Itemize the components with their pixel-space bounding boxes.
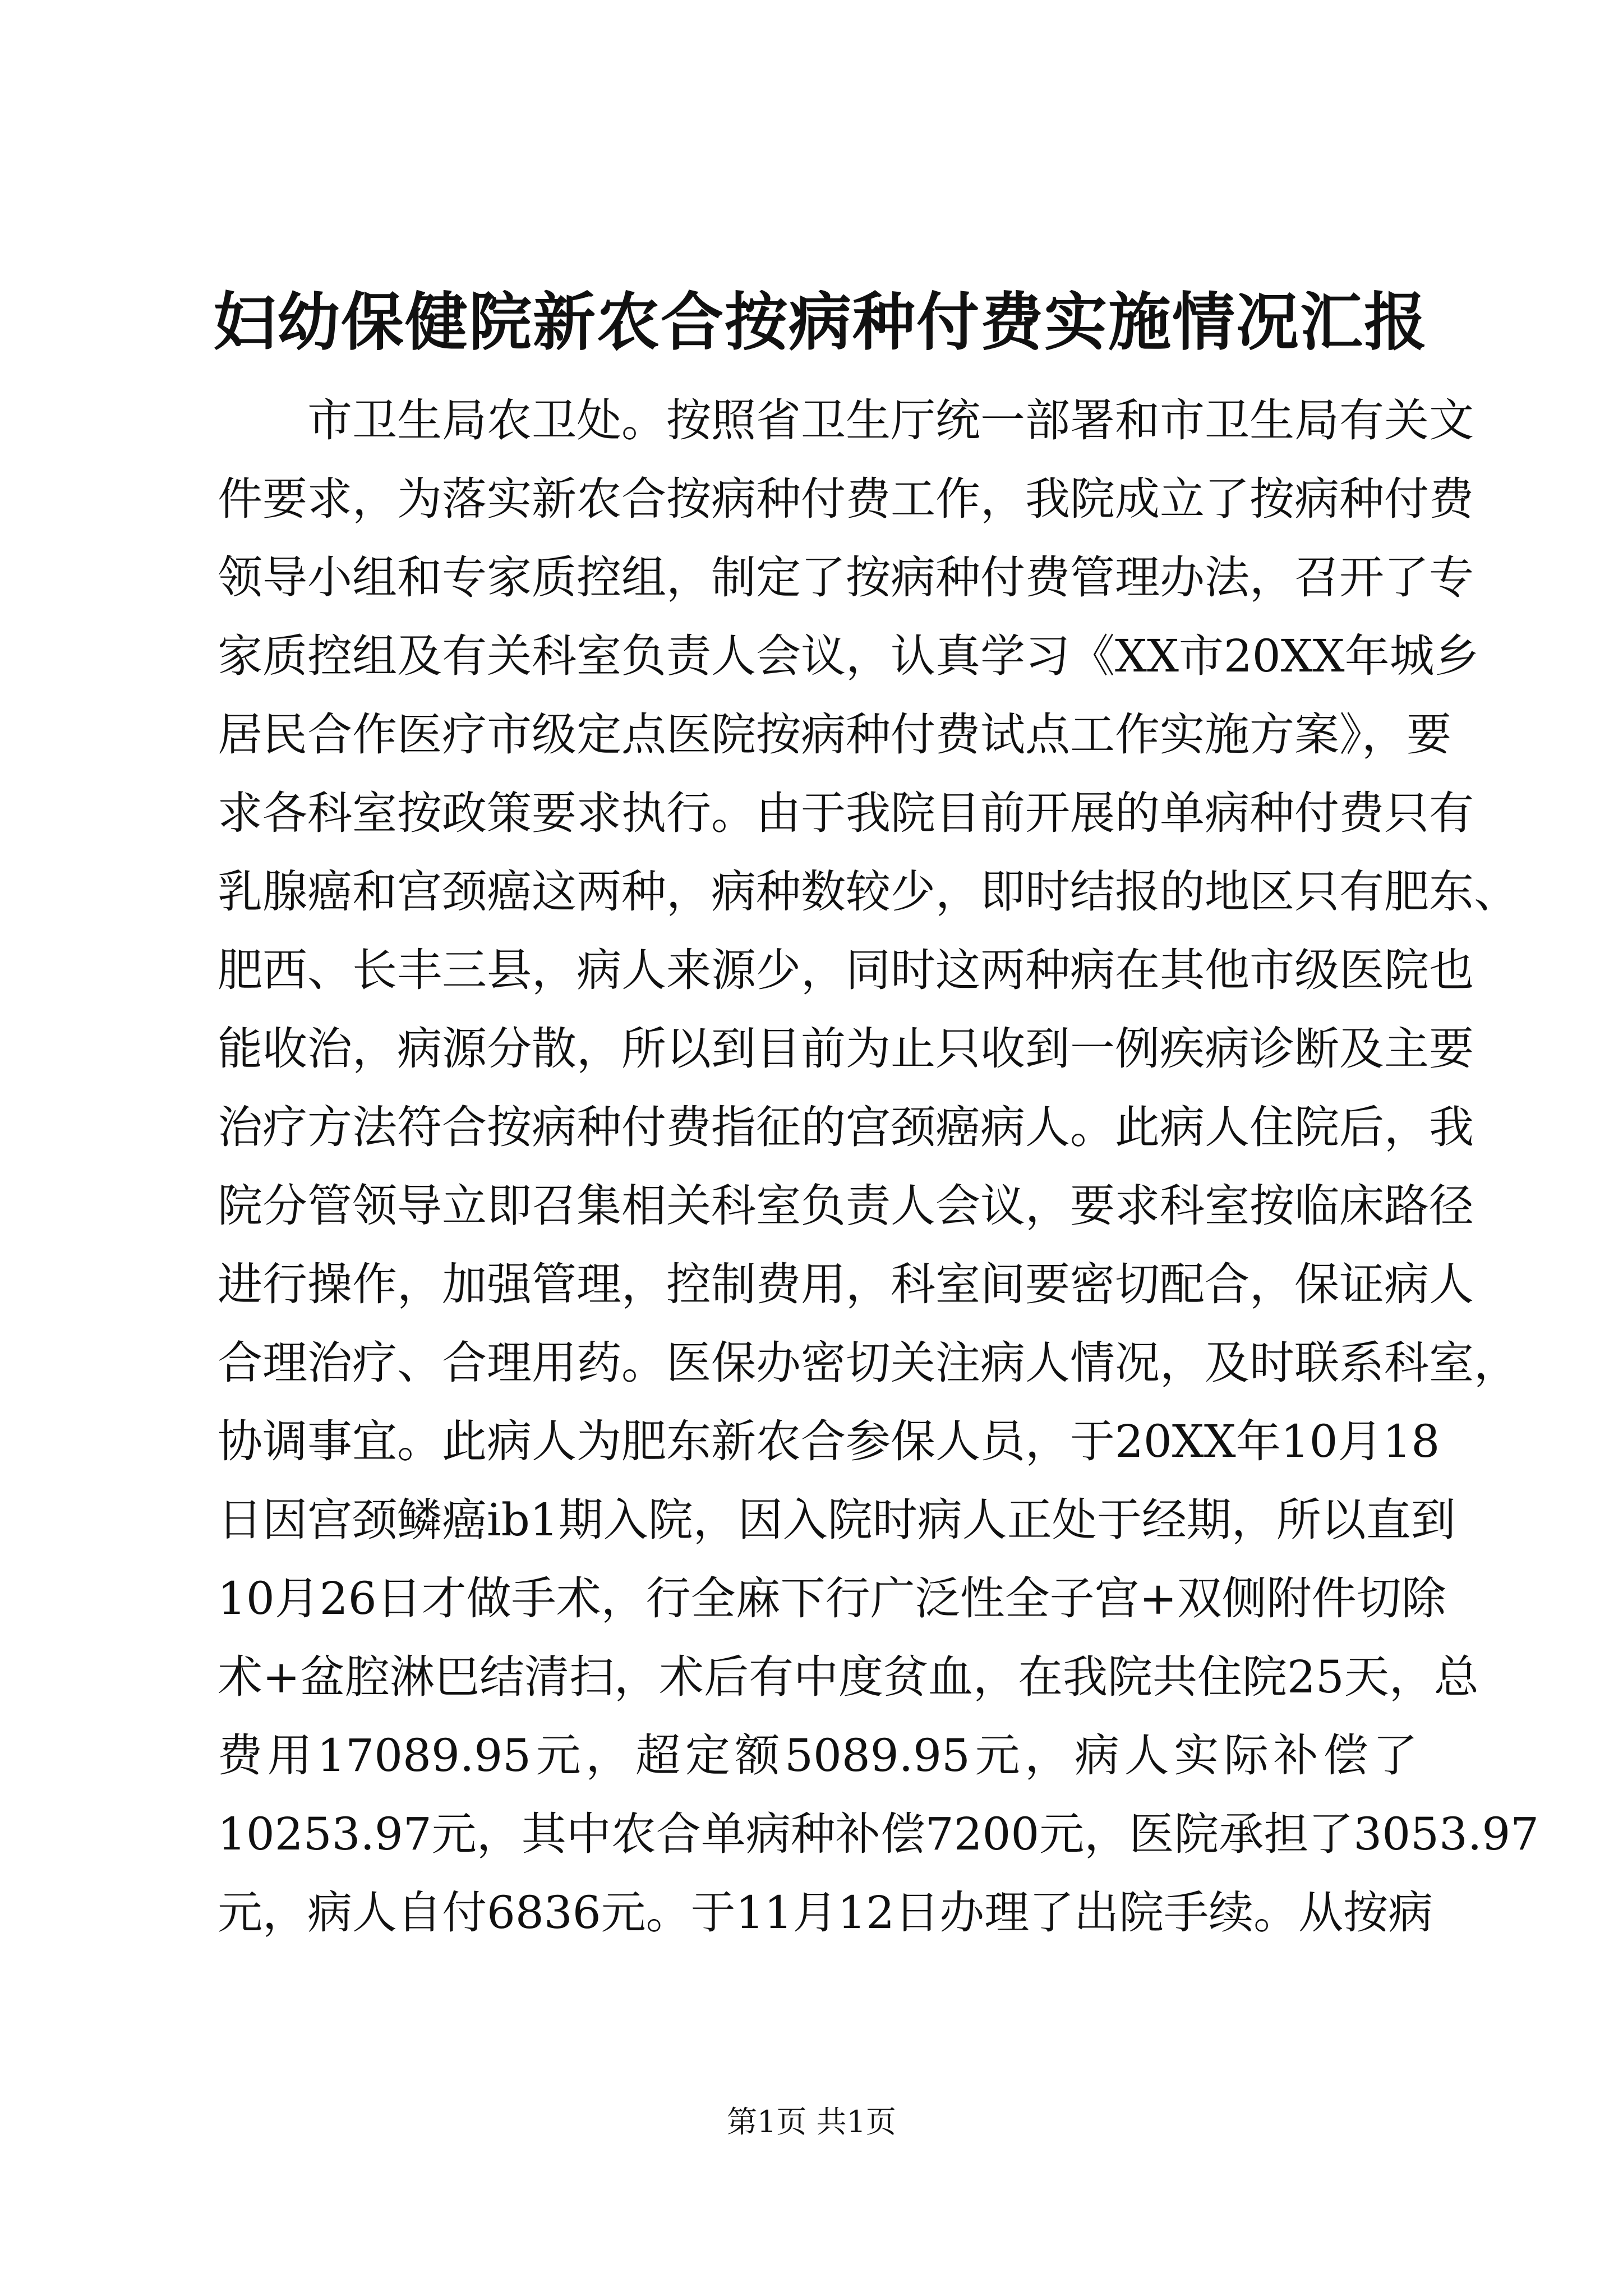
- body-line: 费用17089.95元，超定额5089.95元，病人实际补偿了: [218, 1729, 1418, 1782]
- body-line: 10月26日才做手术，行全麻下行广泛性全子宫+双侧附件切除: [218, 1572, 1446, 1625]
- body-line: 肥西、长丰三县，病人来源少，同时这两种病在其他市级医院也: [218, 944, 1474, 996]
- body-line: 日因宫颈鳞癌ib1期入院，因入院时病人正处于经期，所以直到: [218, 1494, 1456, 1546]
- body-line: 院分管领导立即召集相关科室负责人会议，要求科室按临床路径: [218, 1180, 1474, 1232]
- body-line: 术+盆腔淋巴结清扫，术后有中度贫血，在我院共住院25天，总: [218, 1651, 1479, 1703]
- page-footer: 第1页 共1页: [727, 2104, 896, 2139]
- body-line: 元，病人自付6836元。于11月12日办理了出院手续。从按病: [218, 1887, 1433, 1939]
- body-line: 领导小组和专家质控组，制定了按病种付费管理办法，召开了专: [218, 551, 1474, 604]
- body-line: 10253.97元，其中农合单病种补偿7200元，医院承担了3053.97: [218, 1808, 1539, 1860]
- body-line: 协调事宜。此病人为肥东新农合参保人员，于20XX年10月18: [218, 1415, 1440, 1467]
- body-line: 能收治，病源分散，所以到目前为止只收到一例疾病诊断及主要: [218, 1023, 1474, 1075]
- body-line: 合理治疗、合理用药。医保办密切关注病人情况，及时联系科室，: [218, 1337, 1519, 1389]
- document-body: [218, 381, 1539, 1952]
- body-line: 件要求，为落实新农合按病种付费工作，我院成立了按病种付费: [218, 473, 1474, 525]
- body-line: 家质控组及有关科室负责人会议，认真学习《XX市20XX年城乡: [218, 630, 1479, 682]
- body-line: 居民合作医疗市级定点医院按病种付费试点工作实施方案》，要: [218, 708, 1451, 761]
- body-line: 乳腺癌和宫颈癌这两种，病种数较少，即时结报的地区只有肥东、: [218, 866, 1519, 918]
- body-line: 市卫生局农卫处。按照省卫生厅统一部署和市卫生局有关文: [307, 394, 1474, 447]
- body-line: 进行操作，加强管理，控制费用，科室间要密切配合，保证病人: [218, 1258, 1474, 1310]
- document-title: 妇幼保健院新农合按病种付费实施情况汇报: [213, 286, 1428, 359]
- body-line: 求各科室按政策要求执行。由于我院目前开展的单病种付费只有: [218, 787, 1474, 839]
- body-line: 治疗方法符合按病种付费指征的宫颈癌病人。此病人住院后，我: [218, 1101, 1474, 1153]
